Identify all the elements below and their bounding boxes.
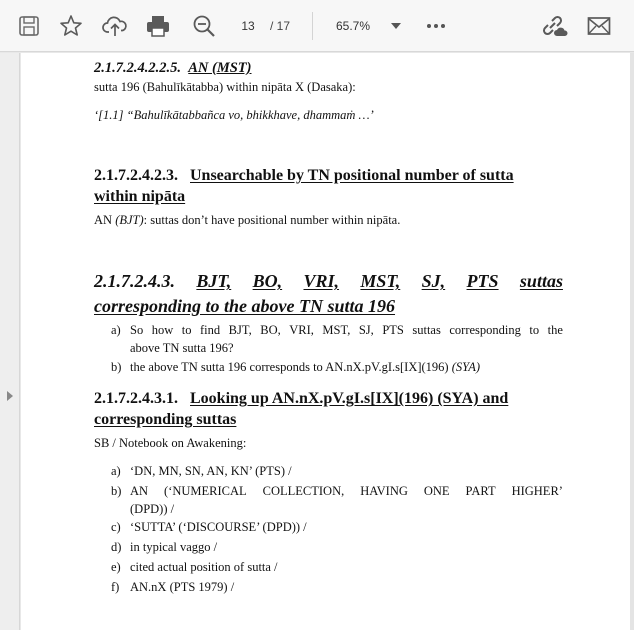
list-item [111,520,307,535]
word: MST, [360,271,401,291]
list-label: f) [111,580,120,594]
list-item [111,580,234,595]
sidebar-toggle-strip[interactable] [0,53,20,630]
word: AN [130,484,149,498]
upload-icon[interactable] [100,11,130,41]
list-item-text: ‘SUTTA’ (‘DISCOURSE’ (DPD)) / [130,520,307,534]
word: find [200,323,221,337]
text-run-italic: (BJT) [115,213,144,227]
text-run: AN [94,213,116,227]
bookmark-star-icon[interactable] [56,11,86,41]
word: BJT, [196,271,232,291]
page-total-label: / 17 [270,19,291,33]
word: how [151,323,174,337]
list-item-text: AN.nX (PTS 1979) / [130,580,235,594]
list-label: d) [111,540,122,554]
list-item-text: cited actual position of sutta / [130,560,278,574]
word: SJ, [421,271,446,291]
word: VRI, [303,271,340,291]
word: BJT, [228,323,252,337]
chevron-right-icon[interactable] [7,391,13,401]
heading-2-1-7-2-4-2-3 [94,167,563,206]
list-item [111,360,480,375]
word: BO, [252,271,283,291]
pdf-toolbar [0,0,634,52]
list-item-line1 [130,323,563,338]
paragraph [94,213,400,228]
toolbar-divider [312,12,313,40]
word: (‘NUMERICAL [164,484,247,498]
chevron-down-icon[interactable] [384,14,408,38]
word: to [529,323,540,337]
heading-title-line1: Looking up AN.nX.pV.gI.s[IX](196) (SYA) and [190,390,509,407]
heading-2-1-7-2-4-3-1 [94,390,563,429]
heading-title-line2: within nipāta [94,188,186,205]
list-item-text: in typical vaggo / [130,540,218,554]
list-item-line2: (DPD)) / [130,502,175,516]
pdf-page [21,53,634,630]
word: So [130,323,144,337]
zoom-level-value[interactable]: 65.7% [336,19,371,33]
word: COLLECTION, [262,484,345,498]
print-icon[interactable] [143,11,173,41]
list-item-line1 [130,484,563,499]
word: SJ, [358,323,374,337]
quote-paragraph: ‘[1.1] “Bahulīkātabbañca vo, bhikkhave, dhammaṁ …’ [94,108,374,122]
list-label: a) [111,464,121,478]
heading-number: 2.1.7.2.4.3.1. [94,390,178,407]
list-label: a) [111,323,121,337]
list-label: e) [111,560,121,574]
list-item [111,323,563,356]
list-item-text: the above TN sutta 196 corresponds to AN.nX.pV.gI.s[IX](196) [130,360,452,374]
list-item-text: ‘DN, MN, SN, AN, KN’ (PTS) / [130,464,292,478]
word: 2.1.7.2.4.3. [94,271,175,291]
word: suttas [519,271,563,291]
email-icon[interactable] [584,11,614,41]
text-run: : suttas don’t have positional number within nipāta. [143,213,401,227]
page-edge-shadow [630,53,634,630]
list-item-text-italic: (SYA) [451,360,481,374]
list-label: b) [111,360,122,374]
list-item-line2: above TN sutta 196? [130,341,234,355]
list-item [111,540,217,555]
heading-2-1-7-2-4-3 [94,271,563,317]
heading-title-line2: corresponding suttas [94,411,237,428]
save-icon[interactable] [14,11,44,41]
page-number-input[interactable] [231,15,265,37]
word: MST, [322,323,351,337]
list-label: b) [111,484,122,498]
zoom-out-icon[interactable] [189,11,219,41]
heading-title-line2: corresponding to the above TN sutta 196 [94,296,396,316]
paragraph: sutta 196 (Bahulīkātabba) within nipāta X (Dasaka): [94,80,356,94]
word: the [547,323,563,337]
word: HIGHER’ [511,484,563,498]
word: VRI, [289,323,314,337]
list-item [111,464,292,479]
list-item [111,484,563,517]
heading-number: 2.1.7.2.4.2.3. [94,167,178,184]
share-link-icon[interactable] [539,11,569,41]
word: PART [465,484,496,498]
paragraph: SB / Notebook on Awakening: [94,436,247,450]
heading-line1 [94,271,563,292]
heading-2-1-7-2-4-2-2-5 [94,60,252,77]
heading-title-line1: Unsearchable by TN positional number of sutta [190,167,514,184]
list-item [111,560,278,575]
list-label: c) [111,520,121,534]
word: suttas [412,323,441,337]
word: HAVING [360,484,408,498]
word: ONE [423,484,450,498]
word: PTS [466,271,499,291]
word: to [181,323,192,337]
word: PTS [382,323,404,337]
word: corresponding [449,323,521,337]
more-options-button[interactable] [421,14,451,38]
heading-number: 2.1.7.2.4.2.2.5. [94,60,181,76]
heading-title: AN (MST) [188,60,252,76]
word: BO, [260,323,281,337]
